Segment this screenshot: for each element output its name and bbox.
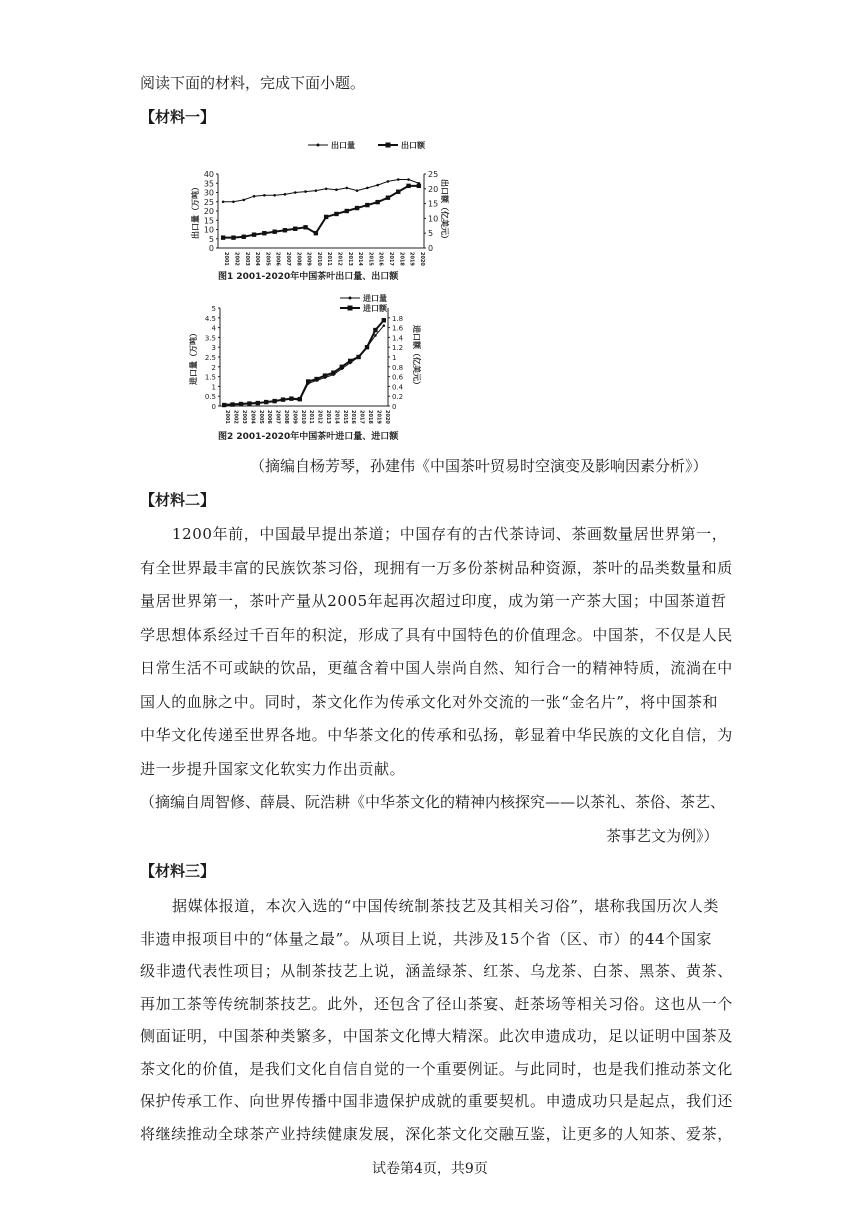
point-进口额 bbox=[340, 365, 344, 369]
y-tick-label-left: 25 bbox=[203, 197, 214, 207]
y-tick-label-left: 40 bbox=[203, 170, 214, 179]
point-出口额 bbox=[252, 232, 256, 236]
x-tick-label: 2003 bbox=[241, 410, 247, 424]
point-进口额 bbox=[289, 396, 293, 400]
material2-source-line2: 茶事艺文为例》） bbox=[606, 827, 719, 845]
x-tick-label: 2010 bbox=[315, 252, 322, 266]
point-出口量 bbox=[232, 200, 235, 203]
figure1 bbox=[190, 136, 450, 286]
x-tick-label: 2002 bbox=[233, 252, 240, 266]
point-出口量 bbox=[263, 194, 266, 197]
point-进口额 bbox=[331, 370, 335, 374]
x-tick-label: 2015 bbox=[341, 410, 348, 424]
material2-line: 国人的血脉之中。同时，茶文化作为传承文化对外交流的一张“金名片”，将中国茶和 bbox=[140, 692, 719, 711]
y-tick-label-left: 1 bbox=[211, 383, 216, 392]
point-出口额 bbox=[283, 228, 287, 232]
y-axis-label-left: 进口量（万吨） bbox=[189, 329, 198, 385]
point-出口量 bbox=[284, 193, 287, 196]
y-axis-label-right: 出口额（亿美元） bbox=[440, 179, 449, 243]
point-出口额 bbox=[324, 215, 328, 219]
point-出口量 bbox=[335, 188, 338, 191]
point-出口额 bbox=[386, 195, 390, 199]
legend-marker bbox=[349, 297, 352, 300]
y-tick-label-right: 1 bbox=[392, 354, 397, 362]
y-tick-label-left: 4.5 bbox=[204, 314, 216, 323]
point-出口量 bbox=[242, 199, 245, 202]
chart1-svg bbox=[190, 136, 450, 286]
point-出口量 bbox=[407, 178, 410, 181]
figure2 bbox=[190, 292, 420, 444]
y-tick-label-right: 5 bbox=[428, 229, 434, 239]
point-进口额 bbox=[230, 402, 234, 406]
x-tick-label: 2016 bbox=[350, 410, 357, 424]
point-出口额 bbox=[417, 184, 421, 188]
point-进口额 bbox=[256, 401, 260, 405]
x-tick-label: 2017 bbox=[387, 252, 394, 266]
y-tick-label-left: 0 bbox=[211, 403, 216, 411]
y-tick-label-left: 3.5 bbox=[204, 334, 216, 343]
point-出口额 bbox=[406, 184, 410, 188]
point-进口额 bbox=[264, 400, 268, 404]
y-tick-label-right: 0.2 bbox=[392, 393, 404, 402]
x-tick-label: 2018 bbox=[398, 252, 405, 266]
x-tick-label: 2020 bbox=[383, 410, 390, 424]
point-出口量 bbox=[222, 200, 225, 203]
point-出口额 bbox=[365, 203, 369, 207]
material2-line: 学思想体系经过千百年的积淀，形成了具有中国特色的价值理念。中国茶，不仅是人民 bbox=[140, 625, 733, 644]
point-出口额 bbox=[334, 212, 338, 216]
x-tick-label: 2011 bbox=[326, 252, 333, 266]
y-tick-label-left: 3 bbox=[211, 344, 216, 353]
chart-title: 图1 2001-2020年中国茶叶出口量、出口额 bbox=[218, 272, 399, 282]
point-出口量 bbox=[366, 187, 369, 190]
point-进口额 bbox=[356, 355, 360, 359]
material1-source: （摘编自杨芳琴，孙建伟《中国茶叶贸易时空演变及影响因素分析》） bbox=[250, 457, 708, 475]
x-tick-label: 2013 bbox=[325, 410, 331, 424]
material2-line: 中华文化传递至世界各地。中华茶文化的传承和弘扬，彰显着中华民族的文化自信，为 bbox=[140, 726, 733, 744]
series-line-进口额 bbox=[224, 320, 384, 405]
point-进口额 bbox=[382, 318, 386, 322]
y-tick-label-right: 1.2 bbox=[392, 344, 404, 353]
y-tick-label-left: 0 bbox=[208, 244, 214, 253]
x-tick-label: 2012 bbox=[316, 410, 323, 424]
y-tick-label-right: 15 bbox=[428, 199, 439, 209]
material3-line: 保护传承工作、向世界传播中国非遗保护成就的重要契机。申遗成功只是起点，我们还 bbox=[140, 1092, 733, 1110]
y-tick-label-left: 20 bbox=[203, 207, 214, 216]
x-tick-label: 2014 bbox=[333, 410, 340, 424]
y-tick-label-right: 10 bbox=[428, 214, 439, 224]
x-tick-label: 2020 bbox=[418, 252, 425, 266]
y-tick-label-right: 0 bbox=[428, 244, 434, 253]
point-出口量 bbox=[397, 178, 400, 181]
y-tick-label-left: 5 bbox=[208, 234, 214, 244]
x-tick-label: 2006 bbox=[266, 410, 273, 424]
chart2-svg bbox=[190, 292, 420, 444]
point-出口量 bbox=[253, 195, 256, 198]
point-出口量 bbox=[294, 191, 297, 194]
x-tick-label: 2009 bbox=[305, 252, 312, 266]
x-tick-label: 2003 bbox=[243, 252, 250, 266]
material3-line: 级非遗代表性项目；从制茶技艺上说，涵盖绿茶、红茶、乌龙茶、白茶、黑茶、黄茶、 bbox=[140, 962, 733, 980]
y-tick-label-left: 1.5 bbox=[204, 373, 216, 382]
x-tick-label: 2001 bbox=[224, 410, 231, 424]
x-tick-label: 2019 bbox=[375, 410, 382, 424]
legend-label: 出口额 bbox=[401, 141, 425, 150]
y-axis-label-right: 进口额（亿美元） bbox=[412, 325, 421, 389]
x-tick-label: 2016 bbox=[377, 252, 384, 266]
point-进口额 bbox=[306, 379, 310, 383]
point-进口量 bbox=[383, 324, 386, 327]
point-出口额 bbox=[293, 227, 297, 231]
point-进口额 bbox=[314, 377, 318, 381]
point-进口额 bbox=[272, 399, 276, 403]
x-tick-label: 2015 bbox=[367, 252, 374, 266]
legend-label: 进口量 bbox=[363, 294, 387, 303]
point-进口额 bbox=[239, 402, 243, 406]
x-tick-label: 2019 bbox=[408, 252, 415, 266]
point-出口额 bbox=[314, 231, 318, 235]
y-tick-label-right: 20 bbox=[428, 184, 439, 194]
material2-line: 1200年前，中国最早提出茶道；中国存有的古代茶诗词、茶画数量居世界第一， bbox=[172, 525, 728, 543]
material3-line: 茶文化的价值，是我们文化自信自觉的一个重要例证。与此同时，也是我们推动茶文化 bbox=[140, 1059, 733, 1078]
material2-line: 日常生活不可或缺的饮品，更蕴含着中国人崇尚自然、知行合一的精神特质，流淌在中 bbox=[140, 659, 733, 677]
y-tick-label-left: 0.5 bbox=[204, 393, 216, 402]
point-出口额 bbox=[303, 225, 307, 229]
legend-label: 进口额 bbox=[363, 304, 387, 313]
x-tick-label: 2017 bbox=[358, 410, 365, 424]
point-进口额 bbox=[222, 403, 226, 407]
x-tick-label: 2008 bbox=[295, 252, 302, 266]
x-tick-label: 2013 bbox=[346, 252, 353, 266]
material2-line: 量居世界第一，茶叶产量从2005年起再次超过印度，成为第一产茶大国；中国茶道哲 bbox=[140, 592, 727, 610]
point-出口额 bbox=[375, 200, 379, 204]
point-出口量 bbox=[376, 184, 379, 187]
point-出口额 bbox=[272, 230, 276, 234]
point-进口额 bbox=[365, 345, 369, 349]
x-tick-label: 2004 bbox=[254, 252, 261, 266]
x-tick-label: 2018 bbox=[367, 410, 373, 424]
y-axis-label-left: 出口量（万吨） bbox=[191, 183, 200, 239]
point-进口额 bbox=[298, 397, 302, 401]
x-tick-label: 2007 bbox=[274, 410, 281, 424]
point-出口额 bbox=[355, 206, 359, 210]
point-出口额 bbox=[231, 235, 235, 239]
x-tick-label: 2008 bbox=[283, 410, 289, 424]
point-出口额 bbox=[221, 235, 225, 239]
point-出口额 bbox=[242, 235, 246, 239]
point-出口量 bbox=[325, 188, 328, 191]
y-tick-label-left: 10 bbox=[203, 225, 214, 235]
y-tick-label-right: 1.6 bbox=[392, 324, 404, 333]
material3-line: 非遗申报项目中的“体量之最”。从项目上说，共涉及15个省（区、市）的44个国家 bbox=[140, 929, 712, 948]
y-tick-label-left: 2 bbox=[211, 363, 216, 372]
x-tick-label: 2010 bbox=[299, 410, 306, 424]
material2-line: 进一步提升国家文化软实力作出贡献。 bbox=[140, 759, 406, 778]
x-tick-label: 2009 bbox=[291, 410, 298, 424]
material3-heading: 【材料三】 bbox=[140, 862, 216, 880]
x-tick-label: 2012 bbox=[336, 252, 343, 266]
x-tick-label: 2011 bbox=[308, 410, 315, 424]
legend-marker bbox=[348, 306, 353, 311]
point-进口额 bbox=[348, 359, 352, 363]
x-tick-label: 2005 bbox=[257, 410, 264, 424]
x-tick-label: 2014 bbox=[357, 252, 364, 266]
y-tick-label-right: 0.8 bbox=[392, 363, 404, 372]
material3-line: 再加工茶等传统制茶技艺。此外，还包含了径山茶宴、赶茶场等相关习俗。这也从一个 bbox=[140, 994, 733, 1013]
y-tick-label-right: 0.6 bbox=[392, 373, 404, 382]
legend-marker bbox=[317, 144, 320, 147]
point-出口量 bbox=[304, 190, 307, 193]
material2-line: 有全世界最丰富的民族饮茶习俗，现拥有一万多份茶树品种资源，茶叶的品类数量和质 bbox=[140, 558, 733, 577]
point-进口额 bbox=[373, 328, 377, 332]
y-tick-label-right: 1.8 bbox=[392, 314, 404, 323]
y-tick-label-right: 25 bbox=[428, 170, 439, 179]
x-tick-label: 2004 bbox=[249, 410, 256, 424]
x-tick-label: 2005 bbox=[264, 252, 271, 266]
y-tick-label-left: 15 bbox=[203, 216, 214, 226]
instruction-text: 阅读下面的材料，完成下面小题。 bbox=[140, 74, 366, 92]
point-出口额 bbox=[345, 209, 349, 213]
y-tick-label-right: 0 bbox=[392, 403, 397, 411]
point-出口量 bbox=[356, 189, 359, 192]
page-footer: 试卷第4页，共9页 bbox=[372, 1161, 488, 1177]
material3-line: 侧面证明，中国茶种类繁多，中国茶文化博大精深。此次申遗成功，足以证明中国茶及 bbox=[140, 1027, 733, 1045]
y-tick-label-left: 5 bbox=[211, 305, 216, 313]
point-出口量 bbox=[315, 189, 318, 192]
chart-title: 图2 2001-2020年中国茶叶进口量、进口额 bbox=[218, 432, 399, 442]
y-tick-label-left: 30 bbox=[203, 188, 214, 198]
y-tick-label-right: 0.4 bbox=[392, 383, 404, 392]
x-tick-label: 2007 bbox=[284, 252, 291, 266]
y-tick-label-right: 1.4 bbox=[392, 334, 404, 343]
point-出口量 bbox=[345, 187, 348, 190]
point-出口量 bbox=[387, 180, 390, 183]
legend-marker bbox=[386, 143, 391, 148]
point-进口额 bbox=[281, 397, 285, 401]
y-tick-label-left: 4 bbox=[211, 324, 216, 333]
series-line-出口额 bbox=[223, 186, 419, 238]
y-tick-label-left: 35 bbox=[203, 179, 214, 189]
point-进口额 bbox=[247, 401, 251, 405]
material1-heading: 【材料一】 bbox=[140, 108, 216, 126]
point-出口量 bbox=[273, 194, 276, 197]
x-tick-label: 2006 bbox=[274, 252, 281, 266]
point-出口额 bbox=[262, 231, 266, 235]
material3-line: 将继续推动全球茶产业持续健康发展，深化茶文化交融互鉴，让更多的人知茶、爱茶， bbox=[140, 1124, 733, 1143]
point-进口额 bbox=[323, 373, 327, 377]
y-tick-label-left: 2.5 bbox=[204, 354, 216, 362]
material3-line: 据媒体报道，本次入选的“中国传统制茶技艺及其相关习俗”，堪称我国历次人类 bbox=[172, 897, 719, 915]
legend-label: 出口量 bbox=[331, 141, 355, 150]
x-tick-label: 2002 bbox=[232, 410, 239, 424]
x-tick-label: 2001 bbox=[223, 252, 230, 266]
material2-heading: 【材料二】 bbox=[140, 491, 216, 509]
material2-source-line1: （摘编自周智修、薛晨、阮浩耕《中华茶文化的精神内核探究——以茶礼、茶俗、茶艺、 bbox=[140, 793, 726, 811]
point-进口量 bbox=[374, 334, 377, 337]
point-出口额 bbox=[396, 190, 400, 194]
